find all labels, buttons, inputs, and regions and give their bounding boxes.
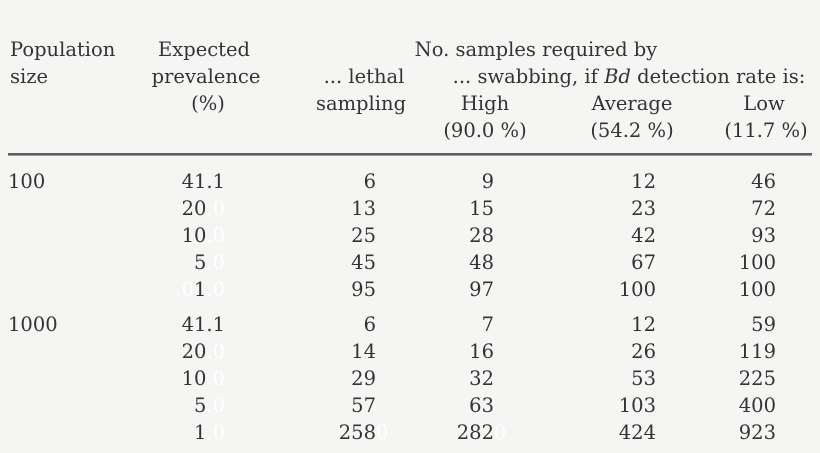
header-group-title: No. samples required by <box>414 38 658 61</box>
cell-lethal: 45 <box>351 251 376 274</box>
cell-average: 53 <box>631 367 656 390</box>
header-average-rate: (54.2 %) <box>590 119 674 142</box>
table-body <box>8 168 776 446</box>
ghost-digits: .0 <box>206 367 225 390</box>
cell-low: 93 <box>751 224 776 247</box>
header-swabbing <box>453 63 806 90</box>
header-population-line2: size <box>10 65 49 88</box>
cell-high: 9 <box>481 170 494 193</box>
ghost-digits: .0 <box>206 421 225 444</box>
cell-prevalence: 10.0 <box>181 367 225 390</box>
table-row <box>8 195 776 222</box>
cell-prevalence: .01.0 <box>175 278 225 301</box>
header-average-label: Average <box>591 92 673 115</box>
cell-high: 28 <box>469 224 494 247</box>
cell-prevalence: 1.0 <box>193 421 225 444</box>
cell-high: 48 <box>469 251 494 274</box>
cell-low: 100 <box>738 278 776 301</box>
cell-average: 23 <box>631 197 656 220</box>
cell-low: 923 <box>738 421 776 444</box>
header-swabbing-species: Bd <box>604 65 631 88</box>
header-prevalence-line1: Expected <box>157 38 251 61</box>
cell-low: 119 <box>738 340 776 363</box>
cell-average: 424 <box>618 421 656 444</box>
table-row <box>8 222 776 249</box>
table-row <box>8 338 776 365</box>
cell-population <box>8 276 143 303</box>
ghost-digits: .0 <box>175 278 194 301</box>
cell-lethal: 13 <box>351 197 376 220</box>
data-table <box>8 168 776 446</box>
cell-prevalence: 41.1 <box>181 170 225 193</box>
cell-prevalence: 5.0 <box>193 394 225 417</box>
cell-low: 100 <box>738 251 776 274</box>
header-high-label: High <box>460 92 510 115</box>
cell-lethal: 6 <box>363 170 376 193</box>
cell-low: 59 <box>751 313 776 336</box>
cell-lethal: 2580 <box>338 421 389 444</box>
header-population-line1: Population <box>10 38 116 61</box>
header-swabbing-prefix: ... swabbing, if <box>452 65 605 88</box>
cell-prevalence: 5.0 <box>193 251 225 274</box>
cell-average: 42 <box>631 224 656 247</box>
cell-high: 7 <box>481 313 494 336</box>
cell-population <box>8 338 143 365</box>
table-row <box>8 365 776 392</box>
cell-lethal: 57 <box>351 394 376 417</box>
table-row <box>8 419 776 446</box>
table-row <box>8 392 776 419</box>
ghost-digits: .0 <box>206 251 225 274</box>
ghost-digits: .0 <box>206 394 225 417</box>
cell-lethal: 14 <box>351 340 376 363</box>
table-row <box>8 276 776 303</box>
cell-population <box>8 419 143 446</box>
cell-low: 46 <box>751 170 776 193</box>
cell-low: 225 <box>738 367 776 390</box>
ghost-digits: .0 <box>206 224 225 247</box>
header-swabbing-suffix: detection rate is: <box>630 65 806 88</box>
header-lethal-line2: sampling <box>315 92 407 115</box>
table-row <box>8 168 776 195</box>
cell-population <box>8 222 143 249</box>
table-row <box>8 249 776 276</box>
cell-lethal: 25 <box>351 224 376 247</box>
cell-lethal: 6 <box>363 313 376 336</box>
cell-high: 63 <box>469 394 494 417</box>
cell-average: 26 <box>631 340 656 363</box>
cell-average: 100 <box>618 278 656 301</box>
cell-high: 16 <box>469 340 494 363</box>
cell-average: 12 <box>631 313 656 336</box>
header-low-label: Low <box>743 92 785 115</box>
cell-prevalence: 41.1 <box>181 313 225 336</box>
cell-population <box>8 249 143 276</box>
cell-lethal: 29 <box>351 367 376 390</box>
cell-lethal: 95 <box>351 278 376 301</box>
cell-average: 67 <box>631 251 656 274</box>
header-prevalence-line3: (%) <box>191 92 225 115</box>
cell-low: 72 <box>751 197 776 220</box>
header-lethal-line1: ... lethal <box>323 65 405 88</box>
cell-high: 97 <box>469 278 494 301</box>
header-low-rate: (11.7 %) <box>724 119 808 142</box>
cell-prevalence: 20.0 <box>181 340 225 363</box>
cell-high: 15 <box>469 197 494 220</box>
header-prevalence-line2: prevalence <box>151 65 261 88</box>
cell-population <box>8 365 143 392</box>
ghost-digits: .0 <box>206 197 225 220</box>
ghost-digits: .0 <box>206 278 225 301</box>
header-high-rate: (90.0 %) <box>443 119 527 142</box>
cell-prevalence: 10.0 <box>181 224 225 247</box>
cell-population: 100 <box>8 170 46 193</box>
cell-population <box>8 392 143 419</box>
table-row <box>8 303 776 338</box>
ghost-digits: .0 <box>206 340 225 363</box>
cell-average: 12 <box>631 170 656 193</box>
cell-high: 2820 <box>456 421 507 444</box>
cell-population <box>8 195 143 222</box>
cell-high: 32 <box>469 367 494 390</box>
header-divider <box>8 153 812 156</box>
cell-population: 1000 <box>8 313 58 336</box>
cell-average: 103 <box>618 394 656 417</box>
cell-prevalence: 20.0 <box>181 197 225 220</box>
cell-low: 400 <box>738 394 776 417</box>
